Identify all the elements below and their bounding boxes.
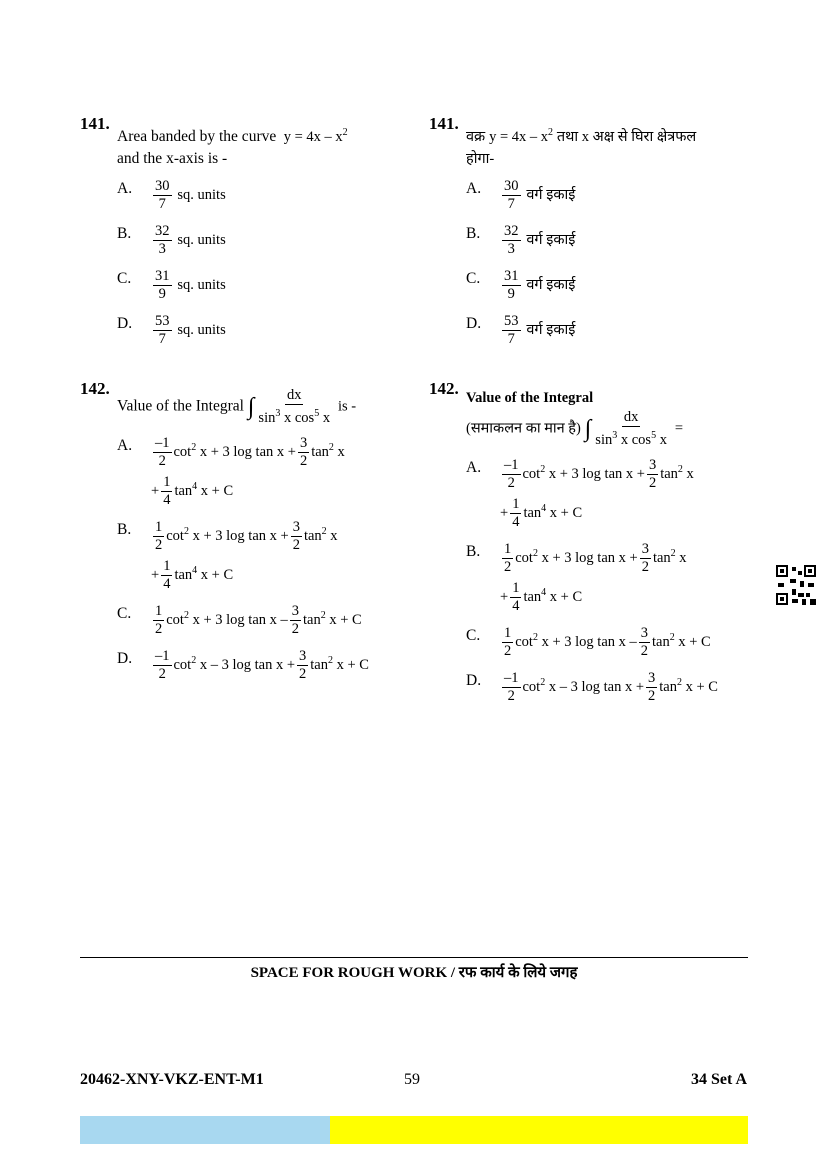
question-141-en xyxy=(80,112,410,377)
option-d: D. $\frac{-1}{2}$ $\cot^2 x - 3$ log tan x + $\frac{3}{2}$ $\tan^2 x + C$ xyxy=(466,669,718,704)
fraction: $\frac{53}{7}$ xyxy=(155,312,170,347)
question-142-hi: 142. Value of the Integral (समाकलन का मान है) ∫ $\frac{dx}{\sin^3 x \cos^5 x}$ = A. $\frac{-1}{2}$ $\cot^2 x + 3$ log tan x + $\frac{3}{2}$ $\tan^2 x$ + $\frac{1}{4}$ $\tan^4 x + C$ B. $\frac{1}{2}$ $\cot^2 x + 3$ log tan x + $\frac{3}{2}$ $\tan^2 x$ + $\frac{1}{4}$ $\tan^4 x + C$ C. $\frac{1}{2}$ $\cot^2 x + 3$ log tan x – $\frac{3}{2}$ $\tan^2 x + C$ D. $\frac{-1}{2}$ $\cot^2 x - 3$ log tan x + $\frac{3}{2}$ $\tan^2 x + C$ xyxy=(429,377,759,705)
option-a: A. $\frac{30}{7}$ वर्ग इकाई xyxy=(466,177,576,212)
integral-sign: ∫ xyxy=(584,415,592,442)
option-b: B. $\frac{1}{2}$ $\cot^2 x + 3$ log tan x + $\frac{3}{2}$ $\tan^2 x$ + $\frac{1}{4}$ $\tan^4 x + C$ xyxy=(117,518,338,592)
question-number: 142. xyxy=(429,379,459,398)
option-c: C. $\frac{1}{2}$ $\cot^2 x + 3$ log tan x – $\frac{3}{2}$ $\tan^2 x + C$ xyxy=(117,602,362,637)
question-text-2: and the x-axis is - xyxy=(117,149,228,167)
equation: $y = 4x - x^2$ xyxy=(489,127,554,145)
option-d: D. $\frac{53}{7}$ वर्ग इकाई xyxy=(466,312,576,347)
set-label: 34 Set A xyxy=(691,1071,747,1088)
fraction: $\frac{32}{3}$ xyxy=(155,222,170,257)
rough-work-label: SPACE FOR ROUGH WORK / रफ कार्य के लिये जगह xyxy=(250,965,578,981)
question-text: Area banded by the curve xyxy=(117,127,277,145)
option-b: B. $\frac{32}{3}$ वर्ग इकाई xyxy=(466,222,576,257)
option-d: D. $\frac{-1}{2}$ $\cot^2 x - 3$ log tan x + $\frac{3}{2}$ $\tan^2 x + C$ xyxy=(117,647,369,682)
question-number: 141. xyxy=(80,114,110,133)
options-list xyxy=(117,435,410,683)
option-c: C. $\frac{31}{9}$ वर्ग इकाई xyxy=(466,267,576,302)
footer-blue-bar xyxy=(80,1116,330,1144)
option-c: C. $\frac{1}{2}$ $\cot^2 x + 3$ log tan x – $\frac{3}{2}$ $\tan^2 x + C$ xyxy=(466,624,711,659)
question-141-hi: 141. वक्र $y = 4x - x^2$ तथा x अक्ष से घिरा क्षेत्रफल होगा- A. $\frac{30}{7}$ वर्ग इकाई B. $\frac{32}{3}$ वर्ग इकाई C. $\frac{31}{9}$ वर्ग इकाई D. $\frac{53}{7}$ वर्ग इकाई xyxy=(429,112,759,377)
fraction: $\frac{30}{7}$ xyxy=(155,177,170,212)
option-a: A. $\frac{-1}{2}$ $\cot^2 x + 3$ log tan x + $\frac{3}{2}$ $\tan^2 x$ + $\frac{1}{4}$ $\tan^4 x + C$ xyxy=(466,456,694,530)
qr-code-icon xyxy=(776,565,816,605)
options-list xyxy=(466,178,759,348)
left-column xyxy=(80,112,410,693)
option-d: D. $\frac{53}{7}$ sq. units xyxy=(117,312,226,347)
equation: $y = 4x - x^2$ xyxy=(283,127,348,145)
paper-code: 20462-XNY-VKZ-ENT-M1 xyxy=(80,1071,264,1088)
fraction: $\frac{31}{9}$ xyxy=(155,267,170,302)
question-number: 142. xyxy=(80,379,110,398)
option-c: C. $\frac{31}{9}$ sq. units xyxy=(117,267,226,302)
options-list xyxy=(466,457,759,705)
page-number: 59 xyxy=(404,1071,420,1088)
rough-work-divider xyxy=(80,957,748,958)
option-a: A. $\frac{30}{7}$ sq. units xyxy=(117,177,226,212)
integrand: $\frac{dx}{\sin^3 x \cos^5 x}$ xyxy=(595,409,667,448)
integral-sign: ∫ xyxy=(247,393,255,420)
right-column xyxy=(429,112,759,715)
option-b: B. $\frac{32}{3}$ sq. units xyxy=(117,222,226,257)
footer-yellow-bar xyxy=(330,1116,748,1144)
question-text: Value of the Integral xyxy=(117,397,244,415)
question-number: 141. xyxy=(429,114,459,133)
question-142-en: 142. Value of the Integral ∫ $\frac{dx}{\sin^3 x \cos^5 x}$ is - A. $\frac{-1}{2}$ $\cot^2 x + 3$ log tan x + $\frac{3}{2}$ $\tan^2 x$ + $\frac{1}{4}$ $\tan^4 x + C$ B. $\frac{1}{2}$ $\cot^2 x + 3$ log tan x + $\frac{3}{2}$ $\tan^2 x$ + $\frac{1}{4}$ $\tan^4 x + C$ C. $\frac{1}{2}$ $\cot^2 x + 3$ log tan x – $\frac{3}{2}$ $\tan^2 x + C$ D. $\frac{-1}{2}$ $\cot^2 x - 3$ log tan x + $\frac{3}{2}$ $\tan^2 x + C$ xyxy=(80,377,410,683)
integrand: $\frac{dx}{\sin^3 x \cos^5 x}$ xyxy=(258,387,331,426)
option-a: A. $\frac{-1}{2}$ $\cot^2 x + 3$ log tan x + $\frac{3}{2}$ $\tan^2 x$ + $\frac{1}{4}$ $\tan^4 x + C$ xyxy=(117,434,345,508)
option-b: B. $\frac{1}{2}$ $\cot^2 x + 3$ log tan x + $\frac{3}{2}$ $\tan^2 x$ + $\frac{1}{4}$ $\tan^4 x + C$ xyxy=(466,540,687,614)
options-list xyxy=(117,178,410,348)
